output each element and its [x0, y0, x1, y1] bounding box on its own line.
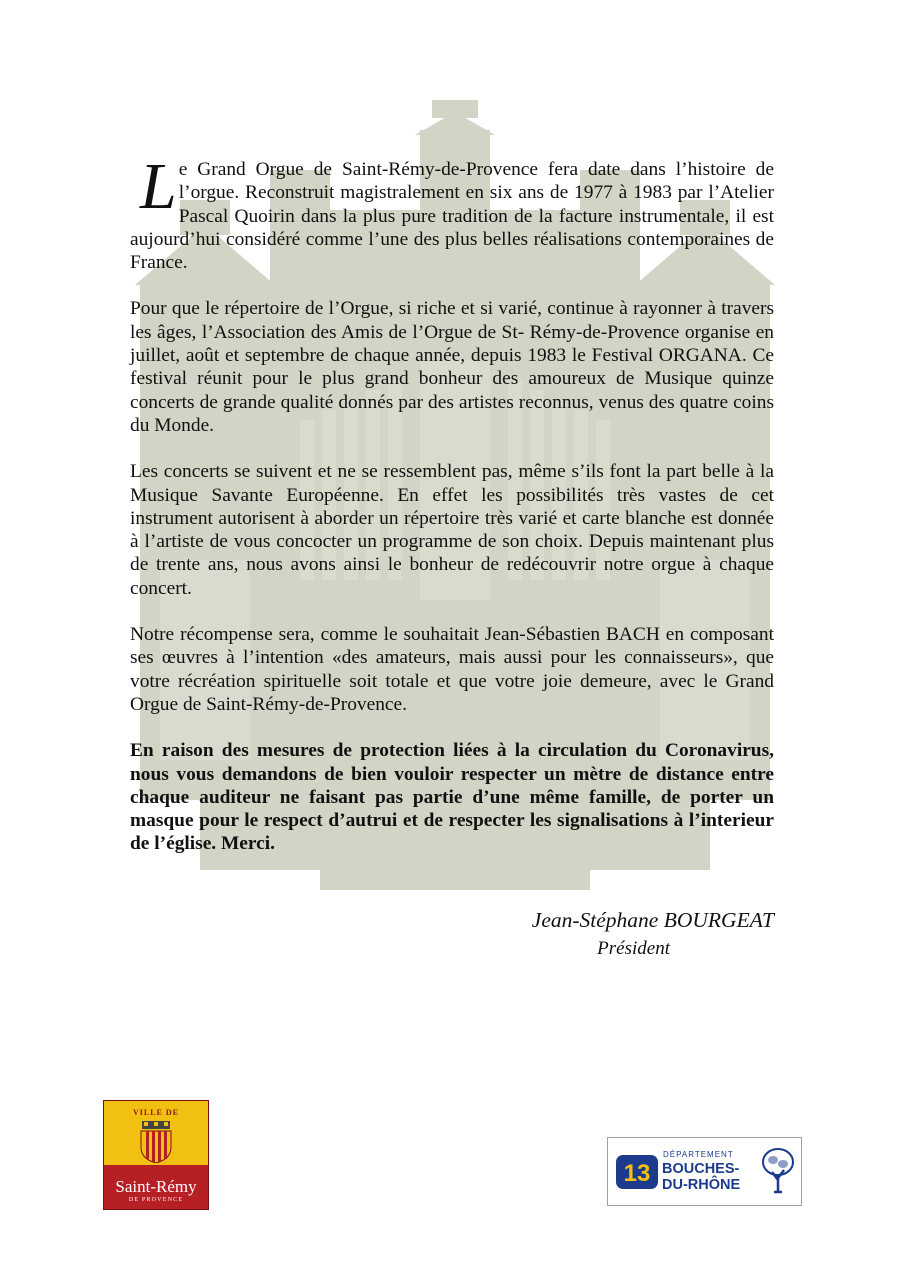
- departement-logo: [607, 1137, 802, 1206]
- paragraph-bach: Notre récompense sera, comme le souhaitait Jean-Sébastien BACH en composant ses œuvres à l’intention «des amateurs, mais aussi pour les connaisseurs», que votre récréation spirituelle soit totale et que votre joie demeure, avec le Grand Orgue de Saint-Rémy-de-Provence.: [130, 624, 774, 715]
- signature-role: Président: [597, 938, 670, 959]
- covid-notice: En raison des mesures de protection liées à la circulation du Coronavirus, nous vous demandons de bien vouloir respecter un mètre de distance entre chaque auditeur ne faisant pas partie d’une même famille, de porter un masque pour le respect d’autrui et de respecter les signalisations à l’interieur de l’église. Merci.: [130, 740, 774, 855]
- saint-remy-logo: [103, 1100, 209, 1210]
- paragraph-intro-text: e Grand Orgue de Saint-Rémy-de-Provence fera date dans l’histoire de l’orgue. Reconstruit magistralement en six ans de 1977 à 1983 par l’Atelier Pascal Quoirin dans la plus pure tradition de la facture instrumentale, il est aujourd’hui considéré comme l’une des plus belles réalisations contemporaines de France.: [130, 159, 774, 274]
- olive-tree-icon: [761, 1146, 795, 1196]
- departement-13-badge-icon: [616, 1155, 658, 1189]
- departement-label: DÉPARTEMENT: [663, 1150, 734, 1159]
- drop-cap: L: [140, 150, 177, 223]
- logo-ville-de: VILLE DE: [132, 1108, 179, 1117]
- departement-name-line1: BOUCHES-: [662, 1161, 740, 1177]
- paragraph-concerts: Les concerts se suivent et ne se ressemblent pas, même s’ils font la part belle à la Musique Savante Européenne. En effet les possibilités très vastes de cet instrument autorisent à aborder un répertoire très varié et carte blanche est donnée à l’artiste de vous concocter un programme de son choix. Depuis maintenant plus de trente ans, nous avons ainsi le bonheur de redécouvrir notre orgue à chaque concert.: [130, 461, 774, 599]
- badge-number: 13: [623, 1160, 651, 1187]
- signature-name: Jean-Stéphane BOURGEAT: [531, 908, 774, 932]
- letter-body: [130, 150, 774, 879]
- departement-name-line2: DU-RHÔNE: [662, 1177, 741, 1193]
- paragraph-intro: [130, 150, 774, 274]
- logo-town-name: Saint-Rémy: [115, 1177, 197, 1196]
- logo-de-provence: DE PROVENCE: [128, 1197, 184, 1203]
- coat-of-arms-icon: [138, 1121, 174, 1163]
- paragraph-festival: Pour que le répertoire de l’Orgue, si riche et si varié, continue à rayonner à travers les âges, l’Association des Amis de l’Orgue de St- Rémy-de-Provence organise en juillet, août et septembre de chaque année, depuis 1983 le Festival ORGANA. Ce festival réunit pour le plus grand bonheur des amoureux de Musique quinze concerts de grande qualité donnés par des artistes reconnus, venus des quatre coins du Monde.: [130, 298, 774, 436]
